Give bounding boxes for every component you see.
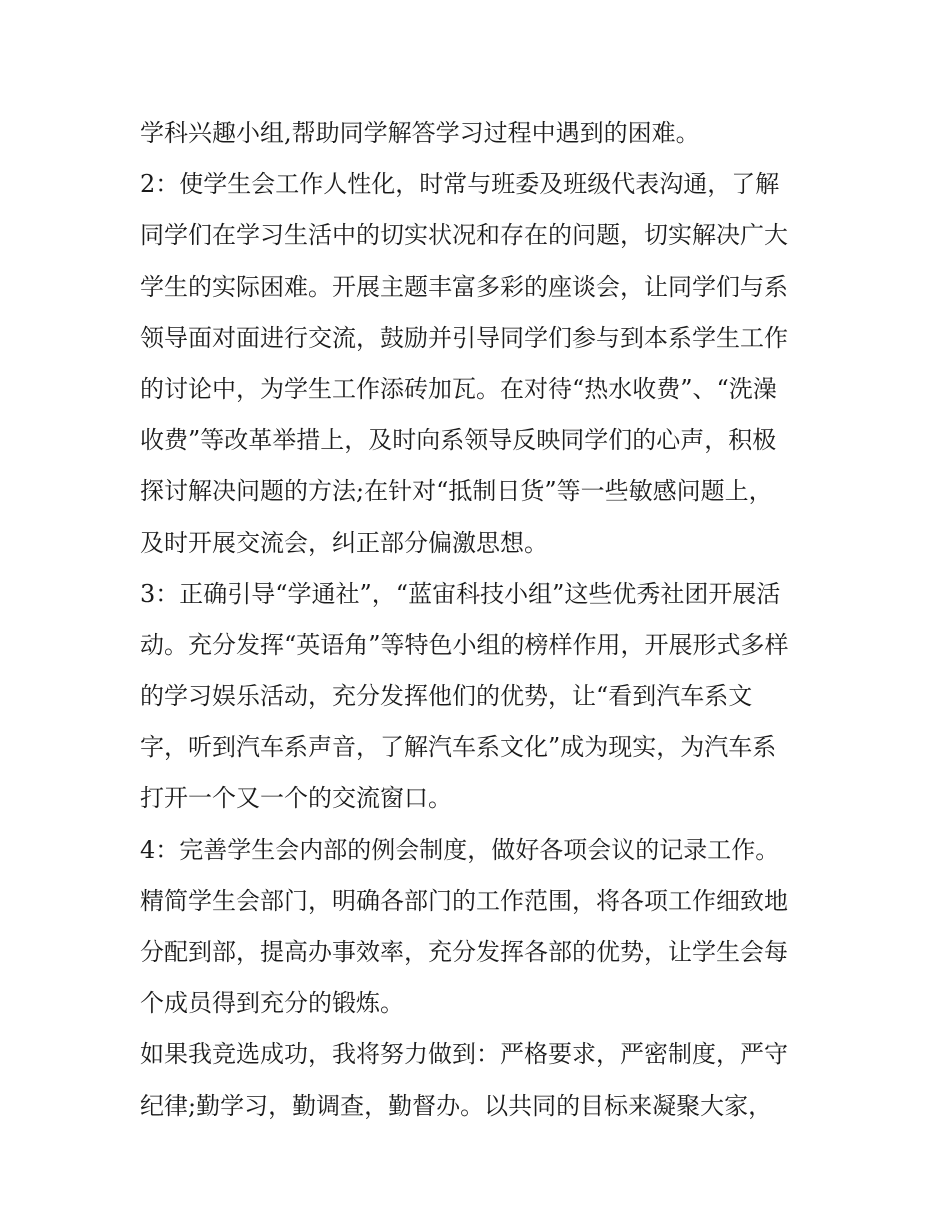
text-line-12: 的学习娱乐活动，充分发挥他们的优势，让“看到汽车系文 bbox=[140, 682, 753, 711]
text-line-6: 的讨论中，为学生工作添砖加瓦。在对待“热水收费”、“洗澡 bbox=[140, 374, 777, 403]
text-line-8: 探讨解决问题的方法;在针对“抵制日货”等一些敏感问题上， bbox=[140, 477, 773, 506]
text-line-18: 个成员得到充分的锻炼。 bbox=[140, 989, 404, 1018]
text-line-1: 学科兴趣小组,帮助同学解答学习过程中遇到的困难。 bbox=[140, 119, 700, 147]
text-line-4: 学生的实际困难。开展主题丰富多彩的座谈会，让同学们与系 bbox=[140, 272, 788, 301]
text-line-11: 动。充分发挥“英语角”等特色小组的榜样作用，开展形式多样 bbox=[140, 630, 789, 659]
document-body bbox=[140, 108, 820, 1132]
text-line-16: 精简学生会部门，明确各部门的工作范围，将各项工作细致地 bbox=[140, 886, 788, 915]
text-line-9: 及时开展交流会，纠正部分偏激思想。 bbox=[140, 528, 548, 557]
text-line-10: 3：正确引导“学通社”，“蓝宙科技小组”这些优秀社团开展活 bbox=[140, 579, 781, 608]
text-line-13: 字，听到汽车系声音，了解汽车系文化”成为现实，为汽车系 bbox=[140, 733, 777, 762]
text-line-3: 同学们在学习生活中的切实状况和存在的问题，切实解决广大 bbox=[140, 221, 788, 250]
text-line-19: 如果我竞选成功，我将努力做到：严格要求，严密制度，严守 bbox=[140, 1040, 788, 1069]
text-line-15: 4：完善学生会内部的例会制度，做好各项会议的记录工作。 bbox=[140, 835, 780, 864]
text-line-20: 纪律;勤学习，勤调查，勤督办。以共同的目标来凝聚大家， bbox=[140, 1091, 773, 1120]
text-line-14: 打开一个又一个的交流窗口。 bbox=[140, 784, 452, 813]
text-line-17: 分配到部，提高办事效率，充分发挥各部的优势，让学生会每 bbox=[140, 938, 788, 966]
text-line-7: 收费”等改革举措上，及时向系领导反映同学们的心声，积极 bbox=[140, 426, 777, 455]
text-line-2: 2：使学生会工作人性化，时常与班委及班级代表沟通，了解 bbox=[140, 170, 780, 199]
text-line-5: 领导面对面进行交流，鼓励并引导同学们参与到本系学生工作 bbox=[140, 323, 788, 352]
